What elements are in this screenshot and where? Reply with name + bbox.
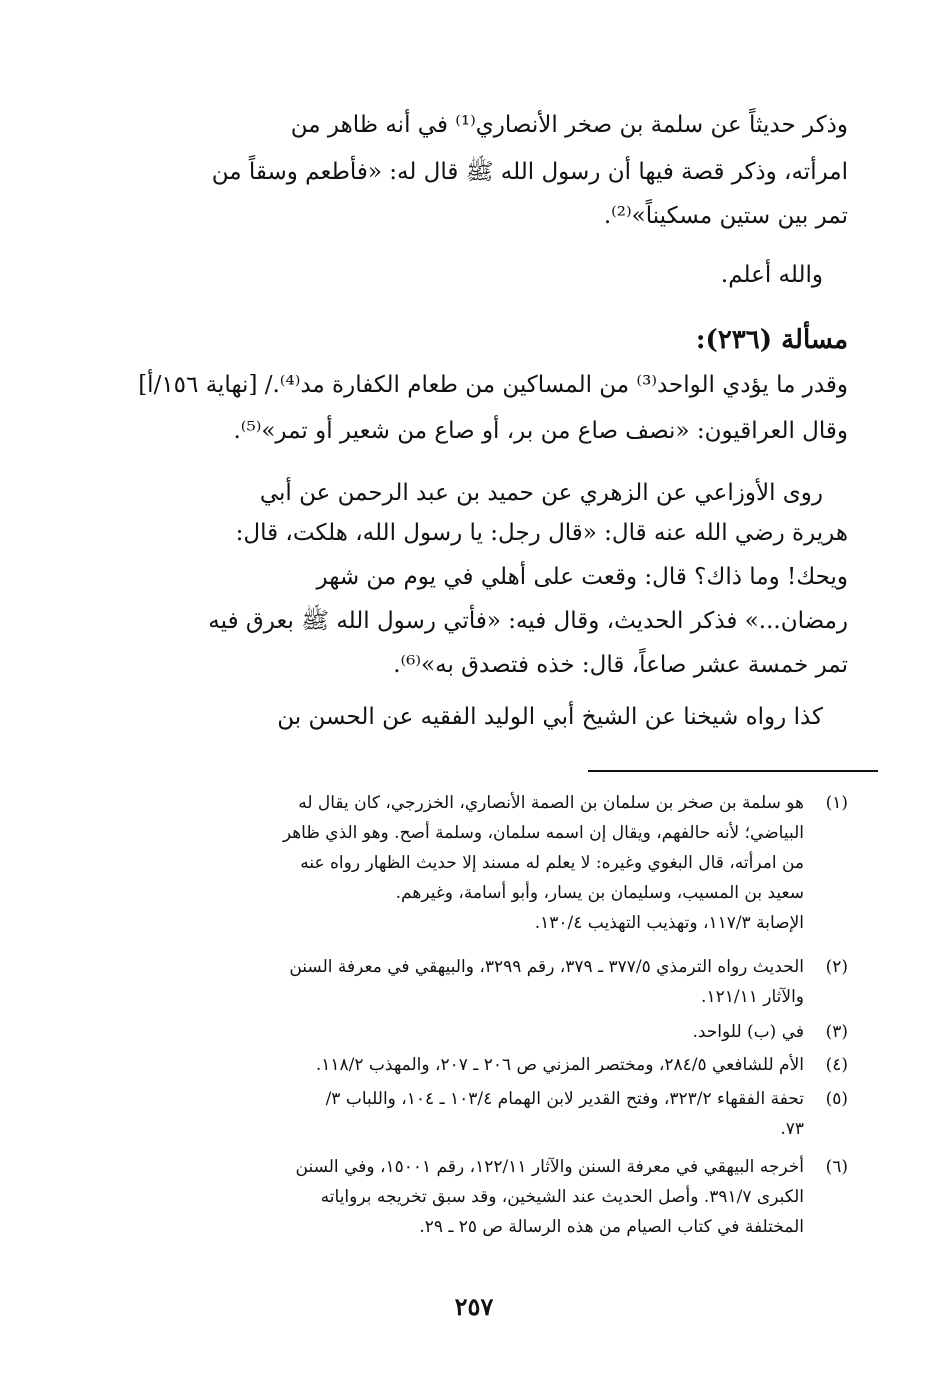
footnote-line: ٧٣. [780, 1119, 804, 1139]
footnote-line: المختلفة في كتاب الصيام من هذه الرسالة ص ٢٥ ـ ٢٩. [419, 1217, 804, 1237]
footnote-line: الحديث رواه الترمذي ٣٧٧/٥ ـ ٣٧٩، رقم ٣٢٩٩، والبيهقي في معرفة السنن [289, 957, 804, 977]
footnote-text [100, 952, 804, 1012]
footnote-line: أخرجه البيهقي في معرفة السنن والآثار ١٢٢/١١، رقم ١٥٠٠١، وفي السنن [295, 1157, 804, 1177]
footnote-number: (١) [825, 793, 848, 813]
body-line: كذا رواه شيخنا عن الشيخ أبي الوليد الفقيه عن الحسن بن [277, 704, 823, 730]
footnote-text [100, 1017, 804, 1047]
body-line: روى الأوزاعي عن الزهري عن حميد بن عبد الرحمن عن أبي [259, 480, 823, 506]
footnote [100, 1050, 848, 1080]
footnote-separator [588, 770, 878, 772]
footnote-line: الأم للشافعي ٢٨٤/٥، ومختصر المزني ص ٢٠٦ ـ ٢٠٧، والمهذب ١١٨/٢. [315, 1055, 804, 1075]
footnote-line: والآثار ١٢١/١١. [701, 987, 804, 1007]
footnote [100, 1017, 848, 1047]
footnote-line: هو سلمة بن صخر بن سلمان بن الصمة الأنصاري، الخزرجي، كان يقال له [298, 793, 804, 813]
footnote-line: تحفة الفقهاء ٣٢٣/٢، وفتح القدير لابن الهمام ١٠٣/٤ ـ ١٠٤، واللباب ٣/ [325, 1089, 804, 1109]
footnote-line: الإصابة ١١٧/٣، وتهذيب التهذيب ١٣٠/٤. [534, 913, 804, 933]
body-line: وقال العراقيون: «نصف صاع من بر، أو صاع من شعير أو تمر»⁽⁵⁾. [233, 418, 848, 444]
closing-phrase: والله أعلم. [720, 262, 823, 288]
footnote-line: في (ب) للواحد. [692, 1022, 804, 1042]
footnote [100, 952, 848, 1012]
footnote [100, 1152, 848, 1242]
footnote-number: (٦) [825, 1157, 848, 1177]
section-heading: مسألة (٢٣٦): [695, 325, 848, 355]
body-line: هريرة رضي الله عنه قال: «قال رجل: يا رسول الله، هلكت، قال: [235, 520, 848, 546]
footnote-text [100, 788, 804, 938]
footnote-text [100, 1050, 804, 1080]
footnote [100, 1084, 848, 1144]
body-line: تمر خمسة عشر صاعاً، قال: خذه فتصدق به»⁽⁶⁾. [393, 652, 848, 678]
footnote-text [100, 1152, 804, 1242]
footnote-line: سعيد بن المسيب، وسليمان بن يسار، وأبو أسامة، وغيرهم. [395, 883, 804, 903]
footnote-text [100, 1084, 804, 1144]
body-line: امرأته، وذكر قصة فيها أن رسول الله ﷺ قال له: «فأطعم وسقاً من [211, 159, 848, 185]
footnote-number: (٢) [825, 957, 848, 977]
body-line: ويحك! وما ذاك؟ قال: وقعت على أهلي في يوم من شهر [316, 564, 848, 590]
footnote-line: من امرأته، قال البغوي وغيره: لا يعلم له مسند إلا حديث الظهار رواه عنه [300, 853, 804, 873]
footnote [100, 788, 848, 938]
body-line: وقدر ما يؤدي الواحد⁽³⁾ من المساكين من طعام الكفارة مد⁽⁴⁾./ [نهاية ١٥٦/أ] [138, 372, 848, 398]
body-line: وذكر حديثاً عن سلمة بن صخر الأنصاري⁽¹⁾ في أنه ظاهر من [290, 112, 848, 138]
footnote-number: (٥) [825, 1089, 848, 1109]
footnote-line: البياضي؛ لأنه حالفهم، ويقال إن اسمه سلمان، وسلمة أصح. وهو الذي ظاهر [282, 823, 804, 843]
footnote-number: (٤) [825, 1055, 848, 1075]
page-number: ٢٥٧ [454, 1292, 494, 1321]
footnote-number: (٣) [825, 1022, 848, 1042]
body-line: تمر بين ستين مسكيناً»⁽²⁾. [603, 203, 848, 229]
footnote-line: الكبرى ٣٩١/٧. وأصل الحديث عند الشيخين، وقد سبق تخريجه برواياته [320, 1187, 804, 1207]
body-line: رمضان...» فذكر الحديث، وقال فيه: «فأتي رسول الله ﷺ بعرق فيه [208, 608, 848, 634]
